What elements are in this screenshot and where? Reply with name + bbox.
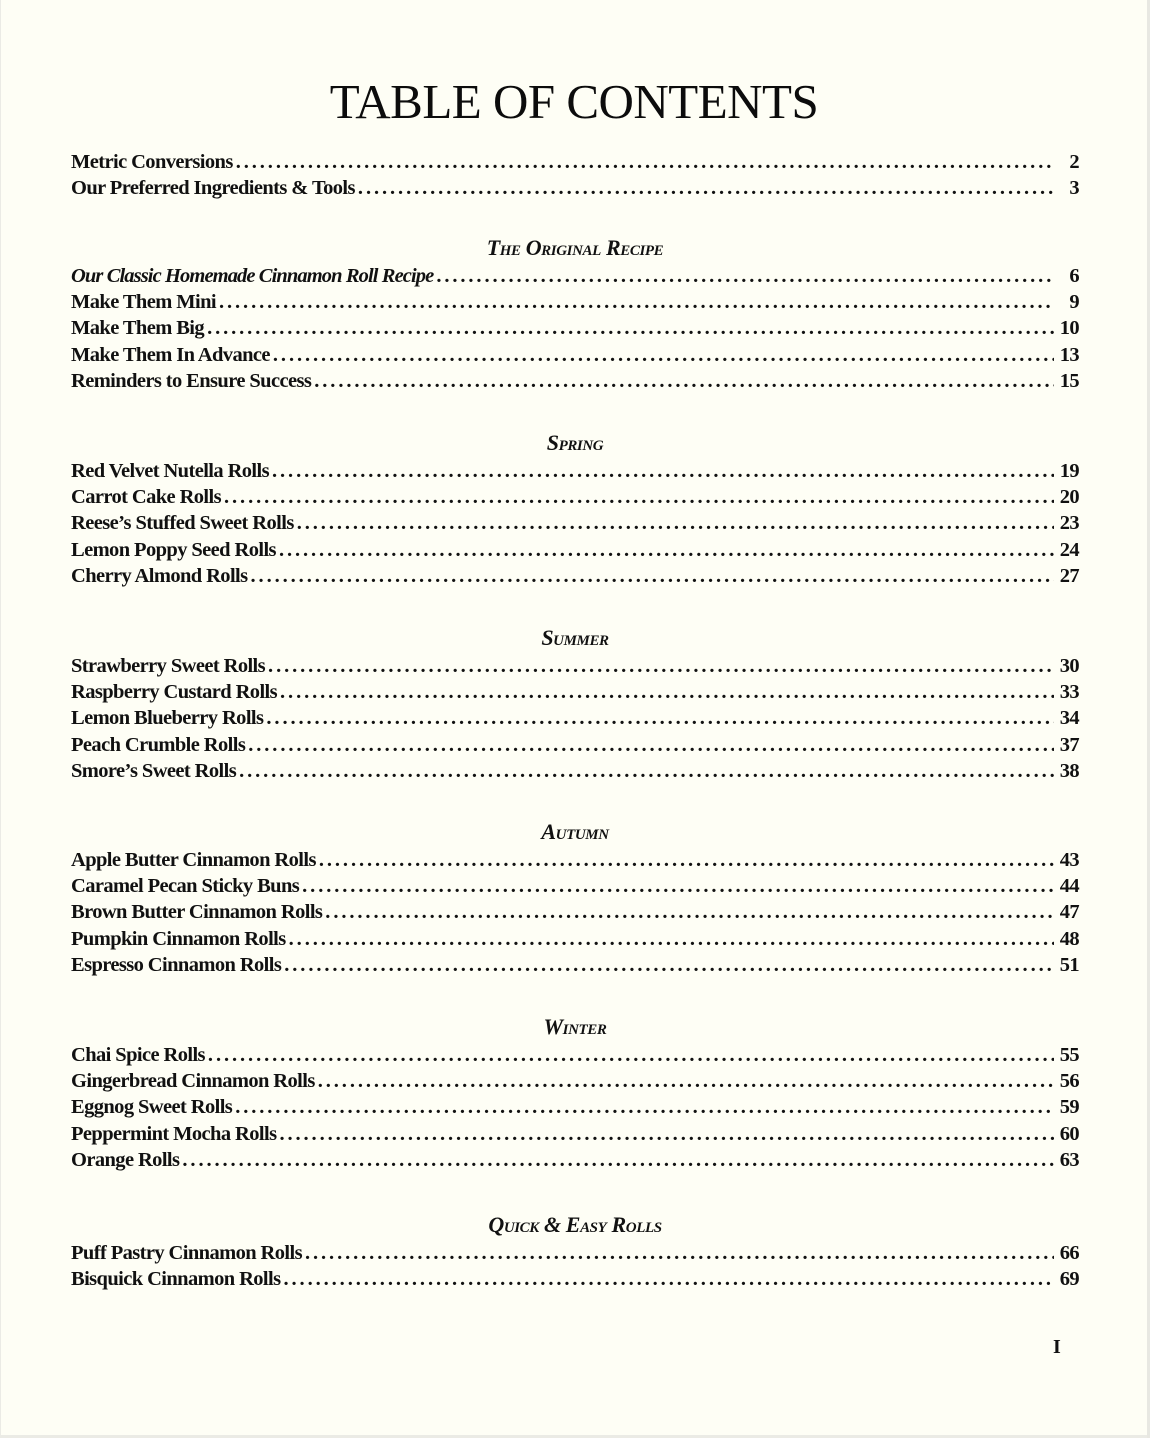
toc-entry-label: Brown Butter Cinnamon Rolls [71, 901, 323, 924]
toc-entry-label: Lemon Poppy Seed Rolls [71, 538, 276, 561]
toc-entry-page: 34 [1059, 707, 1079, 730]
toc-entry-page: 3 [1069, 177, 1079, 200]
toc-entry-page: 2 [1069, 151, 1079, 173]
toc-entry-label: Espresso Cinnamon Rolls [71, 953, 282, 976]
toc-entry[interactable] [71, 563, 1079, 589]
toc-entry-label: Eggnog Sweet Rolls [71, 1096, 233, 1119]
toc-entry-label: Make Them Big [71, 317, 205, 340]
toc-entry[interactable] [71, 1042, 1079, 1068]
toc-entry[interactable] [71, 1266, 1079, 1292]
dot-leader [248, 732, 1054, 758]
toc-entry-label: Orange Rolls [71, 1148, 180, 1171]
toc-section-original-recipe [71, 233, 1079, 394]
toc-entry-page: 24 [1059, 538, 1079, 561]
toc-entry[interactable] [71, 289, 1079, 315]
dot-leader [251, 563, 1054, 589]
toc-entry-label: Raspberry Custard Rolls [71, 681, 278, 704]
toc-intro-group [71, 149, 1079, 201]
toc-entry-page: 55 [1059, 1044, 1079, 1066]
toc-entry[interactable] [71, 679, 1079, 705]
toc-entry-page: 69 [1059, 1268, 1079, 1291]
dot-leader [297, 510, 1054, 536]
toc-entry-page: 47 [1059, 901, 1079, 924]
toc-entry-label: Cherry Almond Rolls [71, 564, 248, 587]
toc-entry-label: Lemon Blueberry Rolls [71, 707, 264, 730]
toc-section-winter [71, 1012, 1079, 1173]
dot-leader [207, 315, 1054, 341]
dot-leader [302, 873, 1054, 899]
toc-entry[interactable] [71, 315, 1079, 341]
toc-section-quick-easy [71, 1210, 1079, 1292]
toc-entry[interactable] [71, 653, 1079, 679]
section-heading: Quick & Easy Rolls [488, 1212, 662, 1237]
toc-entry-page: 10 [1059, 317, 1079, 340]
toc-entry-page: 15 [1059, 369, 1079, 392]
dot-leader [305, 1240, 1054, 1266]
dot-leader [268, 653, 1054, 679]
toc-entry[interactable] [71, 952, 1079, 978]
toc-entry[interactable] [71, 873, 1079, 899]
toc-entry-page: 38 [1059, 759, 1079, 782]
toc-entry[interactable] [71, 847, 1079, 873]
section-heading: Winter [543, 1014, 607, 1039]
document-page [1, 0, 1147, 1435]
toc-entry-page: 9 [1069, 291, 1079, 314]
dot-leader [266, 705, 1054, 731]
toc-entry-page: 63 [1059, 1148, 1079, 1171]
toc-entry[interactable] [71, 263, 1079, 289]
page-number: I [1053, 1336, 1061, 1358]
toc-section-autumn [71, 817, 1079, 978]
dot-leader [284, 1266, 1055, 1292]
dot-leader [279, 1121, 1054, 1147]
toc-entry[interactable] [71, 1121, 1079, 1147]
toc-entry[interactable] [71, 705, 1079, 731]
toc-entry-page: 27 [1059, 564, 1079, 587]
dot-leader [224, 484, 1054, 510]
dot-leader [284, 952, 1054, 978]
toc-entry[interactable] [71, 537, 1079, 563]
toc-entry-label: Chai Spice Rolls [71, 1044, 205, 1066]
toc-section-spring [71, 428, 1079, 589]
toc-entry[interactable] [71, 342, 1079, 368]
toc-entry[interactable] [71, 1147, 1079, 1173]
toc-entry-page: 37 [1059, 733, 1079, 756]
dot-leader [272, 458, 1054, 484]
toc-entry-label: Apple Butter Cinnamon Rolls [71, 849, 316, 871]
toc-entry-label: Smore’s Sweet Rolls [71, 759, 237, 782]
toc-entry-label: Make Them Mini [71, 291, 216, 314]
toc-entry-label: Red Velvet Nutella Rolls [71, 460, 269, 482]
toc-entry[interactable] [71, 484, 1079, 510]
dot-leader [280, 679, 1054, 705]
toc-entry[interactable] [71, 758, 1079, 784]
toc-entry-page: 48 [1059, 927, 1079, 950]
toc-entry[interactable] [71, 1068, 1079, 1094]
toc-entry-page: 19 [1059, 460, 1079, 482]
toc-entry[interactable] [71, 175, 1079, 201]
section-heading: Autumn [541, 819, 609, 844]
toc-entry-page: 30 [1059, 655, 1079, 677]
dot-leader [239, 758, 1054, 784]
toc-entry-label: Make Them In Advance [71, 343, 270, 366]
toc-entry-label: Our Classic Homemade Cinnamon Roll Recipe [71, 265, 434, 287]
dot-leader [289, 926, 1054, 952]
page-title: TABLE OF CONTENTS [329, 74, 819, 129]
toc-section-summer [71, 623, 1079, 784]
section-heading: The Original Recipe [486, 235, 664, 260]
dot-leader [318, 1068, 1054, 1094]
toc-entry[interactable] [71, 732, 1079, 758]
toc-entry-page: 56 [1059, 1070, 1079, 1093]
toc-entry-page: 66 [1059, 1242, 1079, 1264]
toc-entry[interactable] [71, 1240, 1079, 1266]
dot-leader [182, 1147, 1054, 1173]
dot-leader [319, 847, 1054, 873]
toc-entry[interactable] [71, 899, 1079, 925]
toc-entry[interactable] [71, 926, 1079, 952]
toc-entry-label: Puff Pastry Cinnamon Rolls [71, 1242, 302, 1264]
toc-entry[interactable] [71, 149, 1079, 175]
dot-leader [436, 263, 1054, 289]
toc-entry-label: Peach Crumble Rolls [71, 733, 246, 756]
dot-leader [208, 1042, 1054, 1068]
dot-leader [314, 368, 1054, 394]
dot-leader [236, 149, 1054, 175]
toc-entry-label: Carrot Cake Rolls [71, 486, 221, 509]
toc-entry-label: Reminders to Ensure Success [71, 369, 312, 392]
toc-entry[interactable] [71, 458, 1079, 484]
toc-entry-page: 13 [1059, 343, 1079, 366]
toc-entry-label: Strawberry Sweet Rolls [71, 655, 266, 677]
toc-entry-label: Gingerbread Cinnamon Rolls [71, 1070, 315, 1093]
toc-entry-page: 20 [1059, 486, 1079, 509]
toc-entry-label: Caramel Pecan Sticky Buns [71, 875, 300, 898]
dot-leader [279, 537, 1054, 563]
toc-entry-page: 59 [1059, 1096, 1079, 1119]
section-heading: Summer [541, 625, 609, 650]
dot-leader [325, 899, 1054, 925]
toc-entry-label: Reese’s Stuffed Sweet Rolls [71, 512, 294, 535]
toc-entry-label: Bisquick Cinnamon Rolls [71, 1268, 281, 1291]
toc-entry-page: 33 [1059, 681, 1079, 704]
toc-entry-label: Pumpkin Cinnamon Rolls [71, 927, 286, 950]
toc-entry-page: 43 [1059, 849, 1079, 871]
dot-leader [219, 289, 1054, 315]
toc-entry-label: Peppermint Mocha Rolls [71, 1122, 277, 1145]
dot-leader [235, 1094, 1054, 1120]
section-heading: Spring [546, 430, 604, 455]
dot-leader [358, 175, 1054, 201]
toc-entry-label: Our Preferred Ingredients & Tools [71, 177, 355, 200]
toc-entry-page: 44 [1059, 875, 1079, 898]
toc-entry-page: 51 [1059, 953, 1079, 976]
toc-entry[interactable] [71, 368, 1079, 394]
toc-entry-page: 60 [1059, 1122, 1079, 1145]
dot-leader [273, 342, 1054, 368]
toc-entry-page: 23 [1059, 512, 1079, 535]
toc-entry[interactable] [71, 510, 1079, 536]
toc-entry[interactable] [71, 1094, 1079, 1120]
toc-entry-page: 6 [1069, 265, 1079, 287]
toc-entry-label: Metric Conversions [71, 151, 233, 173]
